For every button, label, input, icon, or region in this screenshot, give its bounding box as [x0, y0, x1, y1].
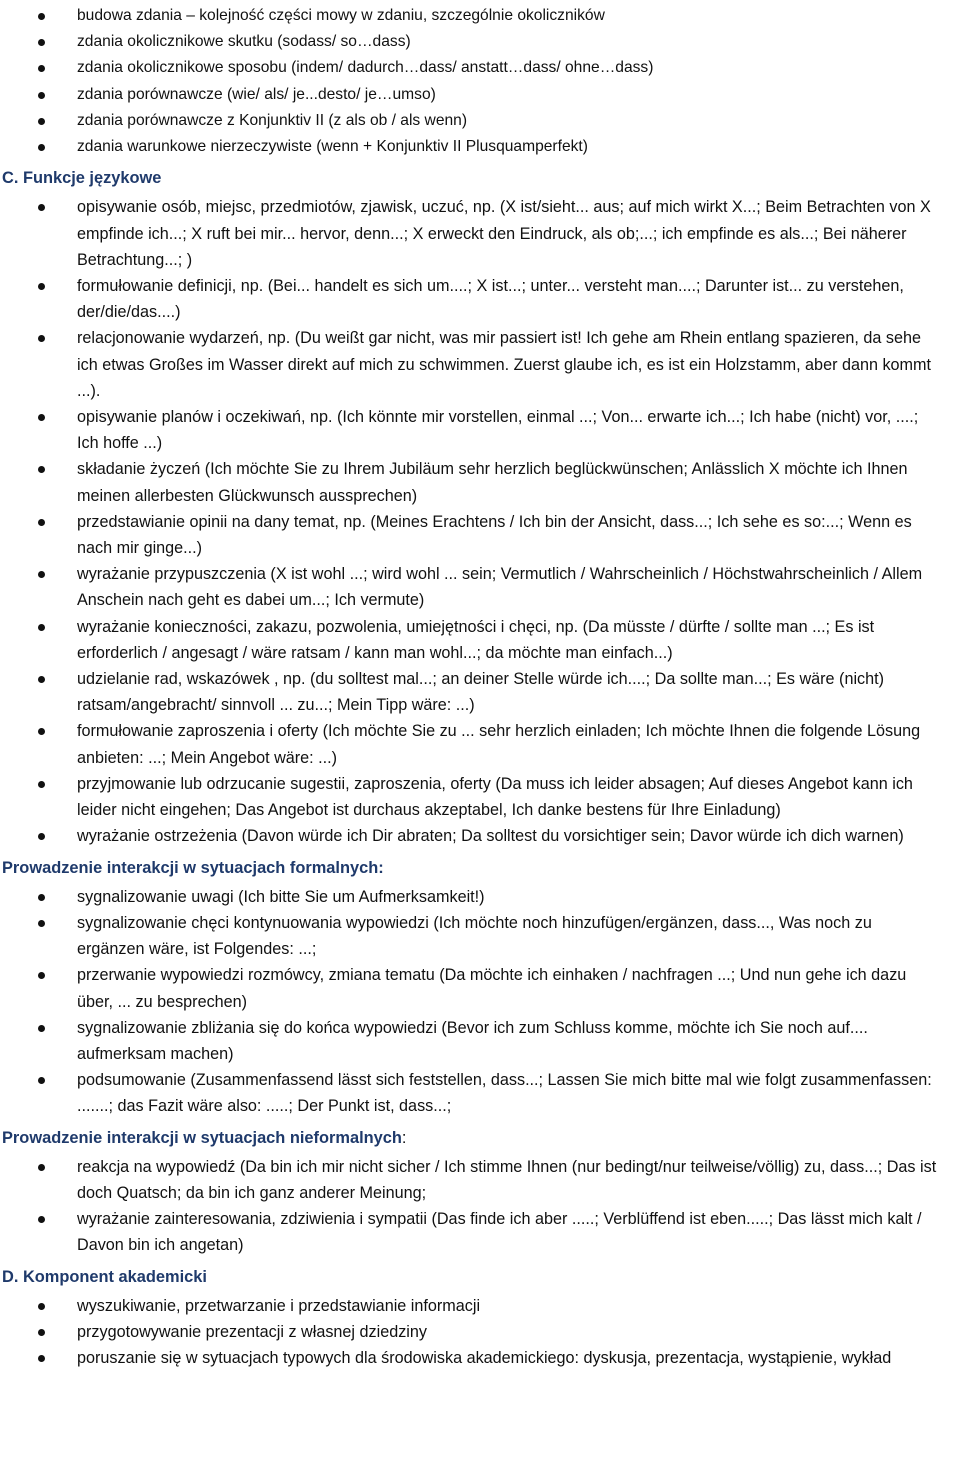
- list-item: opisywanie planów i oczekiwań, np. (Ich könnte mir vorstellen, einmal ...; Von... erwarte ich...; Ich habe (nicht) vor, ....; Ich hoffe ...): [0, 404, 960, 456]
- list-item: wyrażanie zainteresowania, zdziwienia i sympatii (Das finde ich aber .....; Verblüffend ist eben.....; Das lässt mich kalt / Davon bin ich angetan): [0, 1206, 960, 1258]
- section-d-heading: D. Komponent akademicki: [2, 1267, 207, 1286]
- list-item: budowa zdania – kolejność części mowy w zdaniu, szczególnie okoliczników: [0, 3, 960, 29]
- formal-interaction-heading: Prowadzenie interakcji w sytuacjach formalnych:: [2, 858, 384, 877]
- list-item: udzielanie rad, wskazówek , np. (du solltest mal...; an deiner Stelle würde ich....; Da sollte man...; Es wäre (nicht) ratsam/angebracht/ sinnvoll ... zu...; Mein Tipp wäre: ...): [0, 666, 960, 718]
- list-item: zdania okolicznikowe skutku (sodass/ so…dass): [0, 29, 960, 55]
- informal-heading-text: Prowadzenie interakcji w sytuacjach nieformalnych: [2, 1128, 402, 1147]
- list-item: poruszanie się w sytuacjach typowych dla środowiska akademickiego: dyskusja, prezentacja, wystąpienie, wykład: [0, 1345, 960, 1371]
- formal-interaction-list: [0, 884, 960, 1120]
- list-item: przedstawianie opinii na dany temat, np. (Meines Erachtens / Ich bin der Ansicht, dass...; Ich sehe es so:...; Wenn es nach mir ginge...): [0, 509, 960, 561]
- list-item: zdania porównawcze (wie/ als/ je...desto/ je…umso): [0, 82, 960, 108]
- grammar-topic-list: [0, 3, 960, 160]
- list-item: wyrażanie ostrzeżenia (Davon würde ich Dir abraten; Da solltest du vorsichtiger sein; Davor würde ich dich warnen): [0, 823, 960, 849]
- informal-interaction-heading: [0, 1125, 960, 1151]
- list-item: przerwanie wypowiedzi rozmówcy, zmiana tematu (Da möchte ich einhaken / nachfragen ...; Und nun gehe ich dazu über, ... zu besprechen): [0, 962, 960, 1014]
- list-item: przyjmowanie lub odrzucanie sugestii, zaproszenia, oferty (Da muss ich leider absagen; Auf dieses Angebot kann ich leider nicht eingehen; Das Angebot ist durchaus akzeptabel, Ich danke bestens für Ihre Einladung): [0, 771, 960, 823]
- list-item: sygnalizowanie chęci kontynuowania wypowiedzi (Ich möchte noch hinzufügen/ergänzen, dass..., Was noch zu ergänzen wäre, ist Folgendes: ...;: [0, 910, 960, 962]
- list-item: sygnalizowanie zbliżania się do końca wypowiedzi (Bevor ich zum Schluss komme, möchte ich Sie noch auf.... aufmerksam machen): [0, 1015, 960, 1067]
- section-c-heading: C. Funkcje językowe: [2, 169, 162, 188]
- list-item: zdania okolicznikowe sposobu (indem/ dadurch…dass/ anstatt…dass/ ohne…dass): [0, 55, 960, 81]
- list-item: sygnalizowanie uwagi (Ich bitte Sie um Aufmerksamkeit!): [0, 884, 960, 910]
- list-item: formułowanie zaproszenia i oferty (Ich möchte Sie zu ... sehr herzlich einladen; Ich möchte Ihnen die folgende Lösung anbieten: ...; Mein Angebot wäre: ...): [0, 718, 960, 770]
- list-item: wyszukiwanie, przetwarzanie i przedstawianie informacji: [0, 1293, 960, 1319]
- list-item: zdania warunkowe nierzeczywiste (wenn + Konjunktiv II Plusquamperfekt): [0, 134, 960, 160]
- list-item: przygotowywanie prezentacji z własnej dziedziny: [0, 1319, 960, 1345]
- list-item: zdania porównawcze z Konjunktiv II (z als ob / als wenn): [0, 108, 960, 134]
- list-item: wyrażanie konieczności, zakazu, pozwolenia, umiejętności i chęci, np. (Da müsste / dürfte / sollte man ...; Es ist erforderlich / angesagt / wäre ratsam / kann man wohl...; da möchte man einfach...): [0, 614, 960, 666]
- list-item: podsumowanie (Zusammenfassend lässt sich feststellen, dass...; Lassen Sie mich bitte mal wie folgt zusammenfassen: .......; das Fazit wäre also: .....; Der Punkt ist, dass...;: [0, 1067, 960, 1119]
- language-functions-list: [0, 194, 960, 849]
- informal-heading-colon: :: [401, 1128, 407, 1147]
- list-item: relacjonowanie wydarzeń, np. (Du weißt gar nicht, was mir passiert ist! Ich gehe am Rhein entlang spazieren, da sehe ich etwas Großes im Wasser direkt auf mich zu schwimmen. Zuerst glaube ich, es ist ein Holzstamm, aber dann kommt ...).: [0, 325, 960, 404]
- list-item: wyrażanie przypuszczenia (X ist wohl ...; wird wohl ... sein; Vermutlich / Wahrscheinlich / Höchstwahrscheinlich / Allem Anschein nach geht es dabei um...; Ich vermute): [0, 561, 960, 613]
- informal-interaction-list: [0, 1154, 960, 1259]
- list-item: składanie życzeń (Ich möchte Sie zu Ihrem Jubiläum sehr herzlich beglückwünschen; Anlässlich X möchte ich Ihnen meinen allerbesten Glückwunsch aussprechen): [0, 456, 960, 508]
- list-item: reakcja na wypowiedź (Da bin ich mir nicht sicher / Ich stimme Ihnen (nur bedingt/nur teilweise/völlig) zu, dass...; Das ist doch Quatsch; da bin ich ganz anderer Meinung;: [0, 1154, 960, 1206]
- list-item: formułowanie definicji, np. (Bei... handelt es sich um....; X ist...; unter... versteht man....; Darunter ist... zu verstehen, der/die/das....): [0, 273, 960, 325]
- list-item: opisywanie osób, miejsc, przedmiotów, zjawisk, uczuć, np. (X ist/sieht... aus; auf mich wirkt X...; Beim Betrachten von X empfinde ich...; X ruft bei mir... hervor, denn...; X erweckt den Eindruck, als ob;...; ich empfinde es als...; Bei näherer Betrachtung...; ): [0, 194, 960, 273]
- academic-component-list: [0, 1293, 960, 1372]
